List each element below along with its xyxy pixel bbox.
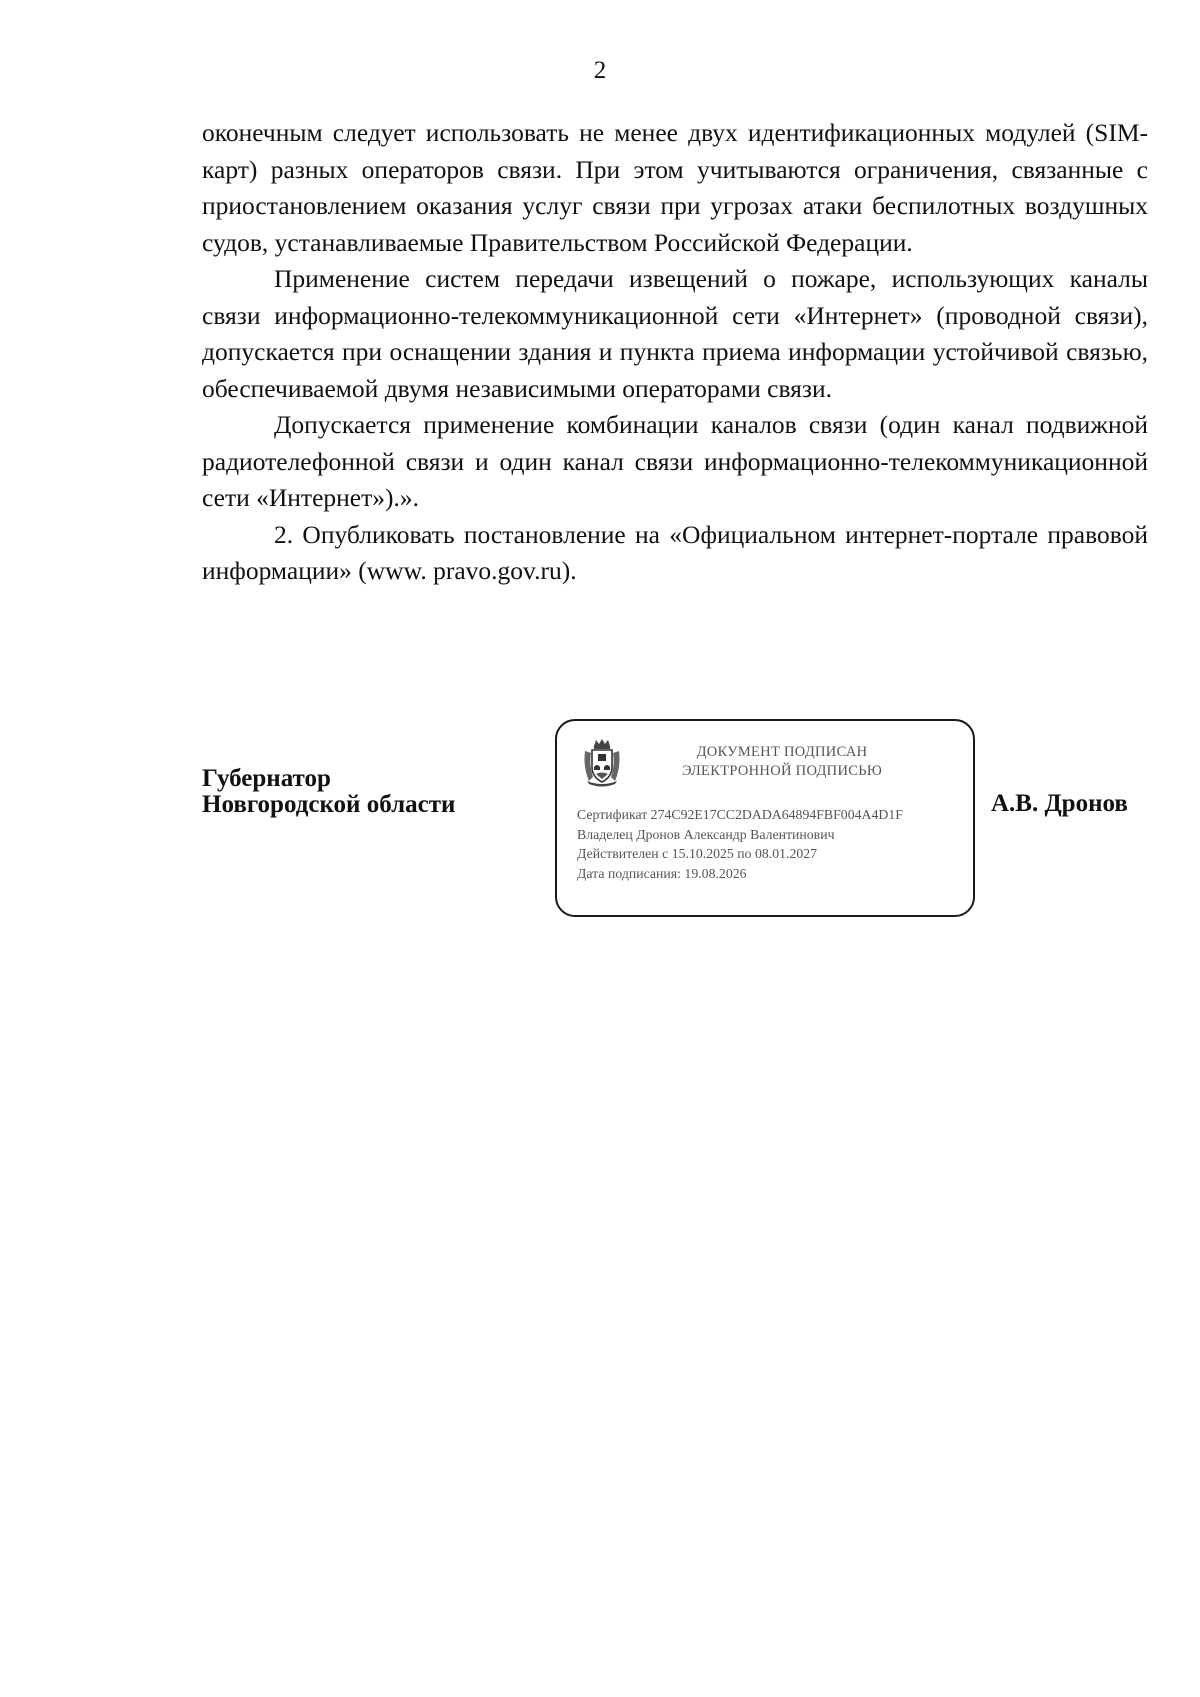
stamp-details bbox=[577, 805, 903, 883]
stamp-signed-date: Дата подписания: 19.08.2026 bbox=[577, 865, 747, 881]
stamp-heading bbox=[637, 743, 927, 781]
stamp-certificate: Сертификат 274C92E17CC2DADA64894FBF004A4D1F bbox=[577, 807, 903, 822]
page-number: 2 bbox=[593, 57, 607, 84]
paragraph: оконечным следует использовать не менее двух идентификационных модулей (SIM-карт) разных операторов связи. При этом учитываются ограничения, связанные с приостановлением оказания услуг связи при угрозах атаки беспилотных воздушных судов, устанавливаемые Правительством Российской Федерации. bbox=[202, 118, 1148, 257]
stamp-owner: Владелец Дронов Александр Валентинович bbox=[577, 826, 835, 842]
paragraph: Применение систем передачи извещений о пожаре, использующих каналы связи информационно-телекоммуникационной сети «Интернет» (проводной связи), допускается при оснащении здания и пункта приема информации устойчивой связью, обеспечиваемой двумя независимыми операторами связи. bbox=[202, 264, 1148, 403]
signer-name: А.В. Дронов bbox=[991, 790, 1128, 817]
document-body bbox=[202, 115, 1148, 590]
signer-position-line: Губернатор bbox=[202, 765, 331, 792]
coat-of-arms-icon bbox=[581, 737, 623, 787]
electronic-signature-stamp bbox=[555, 719, 975, 917]
paragraph: Допускается применение комбинации каналов связи (один канал подвижной радиотелефонной связи и один канал связи информационно-телекоммуникационной сети «Интернет»).». bbox=[202, 410, 1148, 512]
signer-position bbox=[202, 766, 455, 818]
signer-position-line: Новгородской области bbox=[202, 791, 456, 818]
stamp-heading-line: ДОКУМЕНТ ПОДПИСАН bbox=[696, 744, 868, 760]
stamp-heading-line: ЭЛЕКТРОННОЙ ПОДПИСЬЮ bbox=[681, 763, 883, 779]
paragraph: 2. Опубликовать постановление на «Официальном интернет-портале правовой информации» (www. pravo.gov.ru). bbox=[202, 519, 1148, 585]
stamp-validity: Действителен с 15.10.2025 по 08.01.2027 bbox=[577, 846, 818, 861]
